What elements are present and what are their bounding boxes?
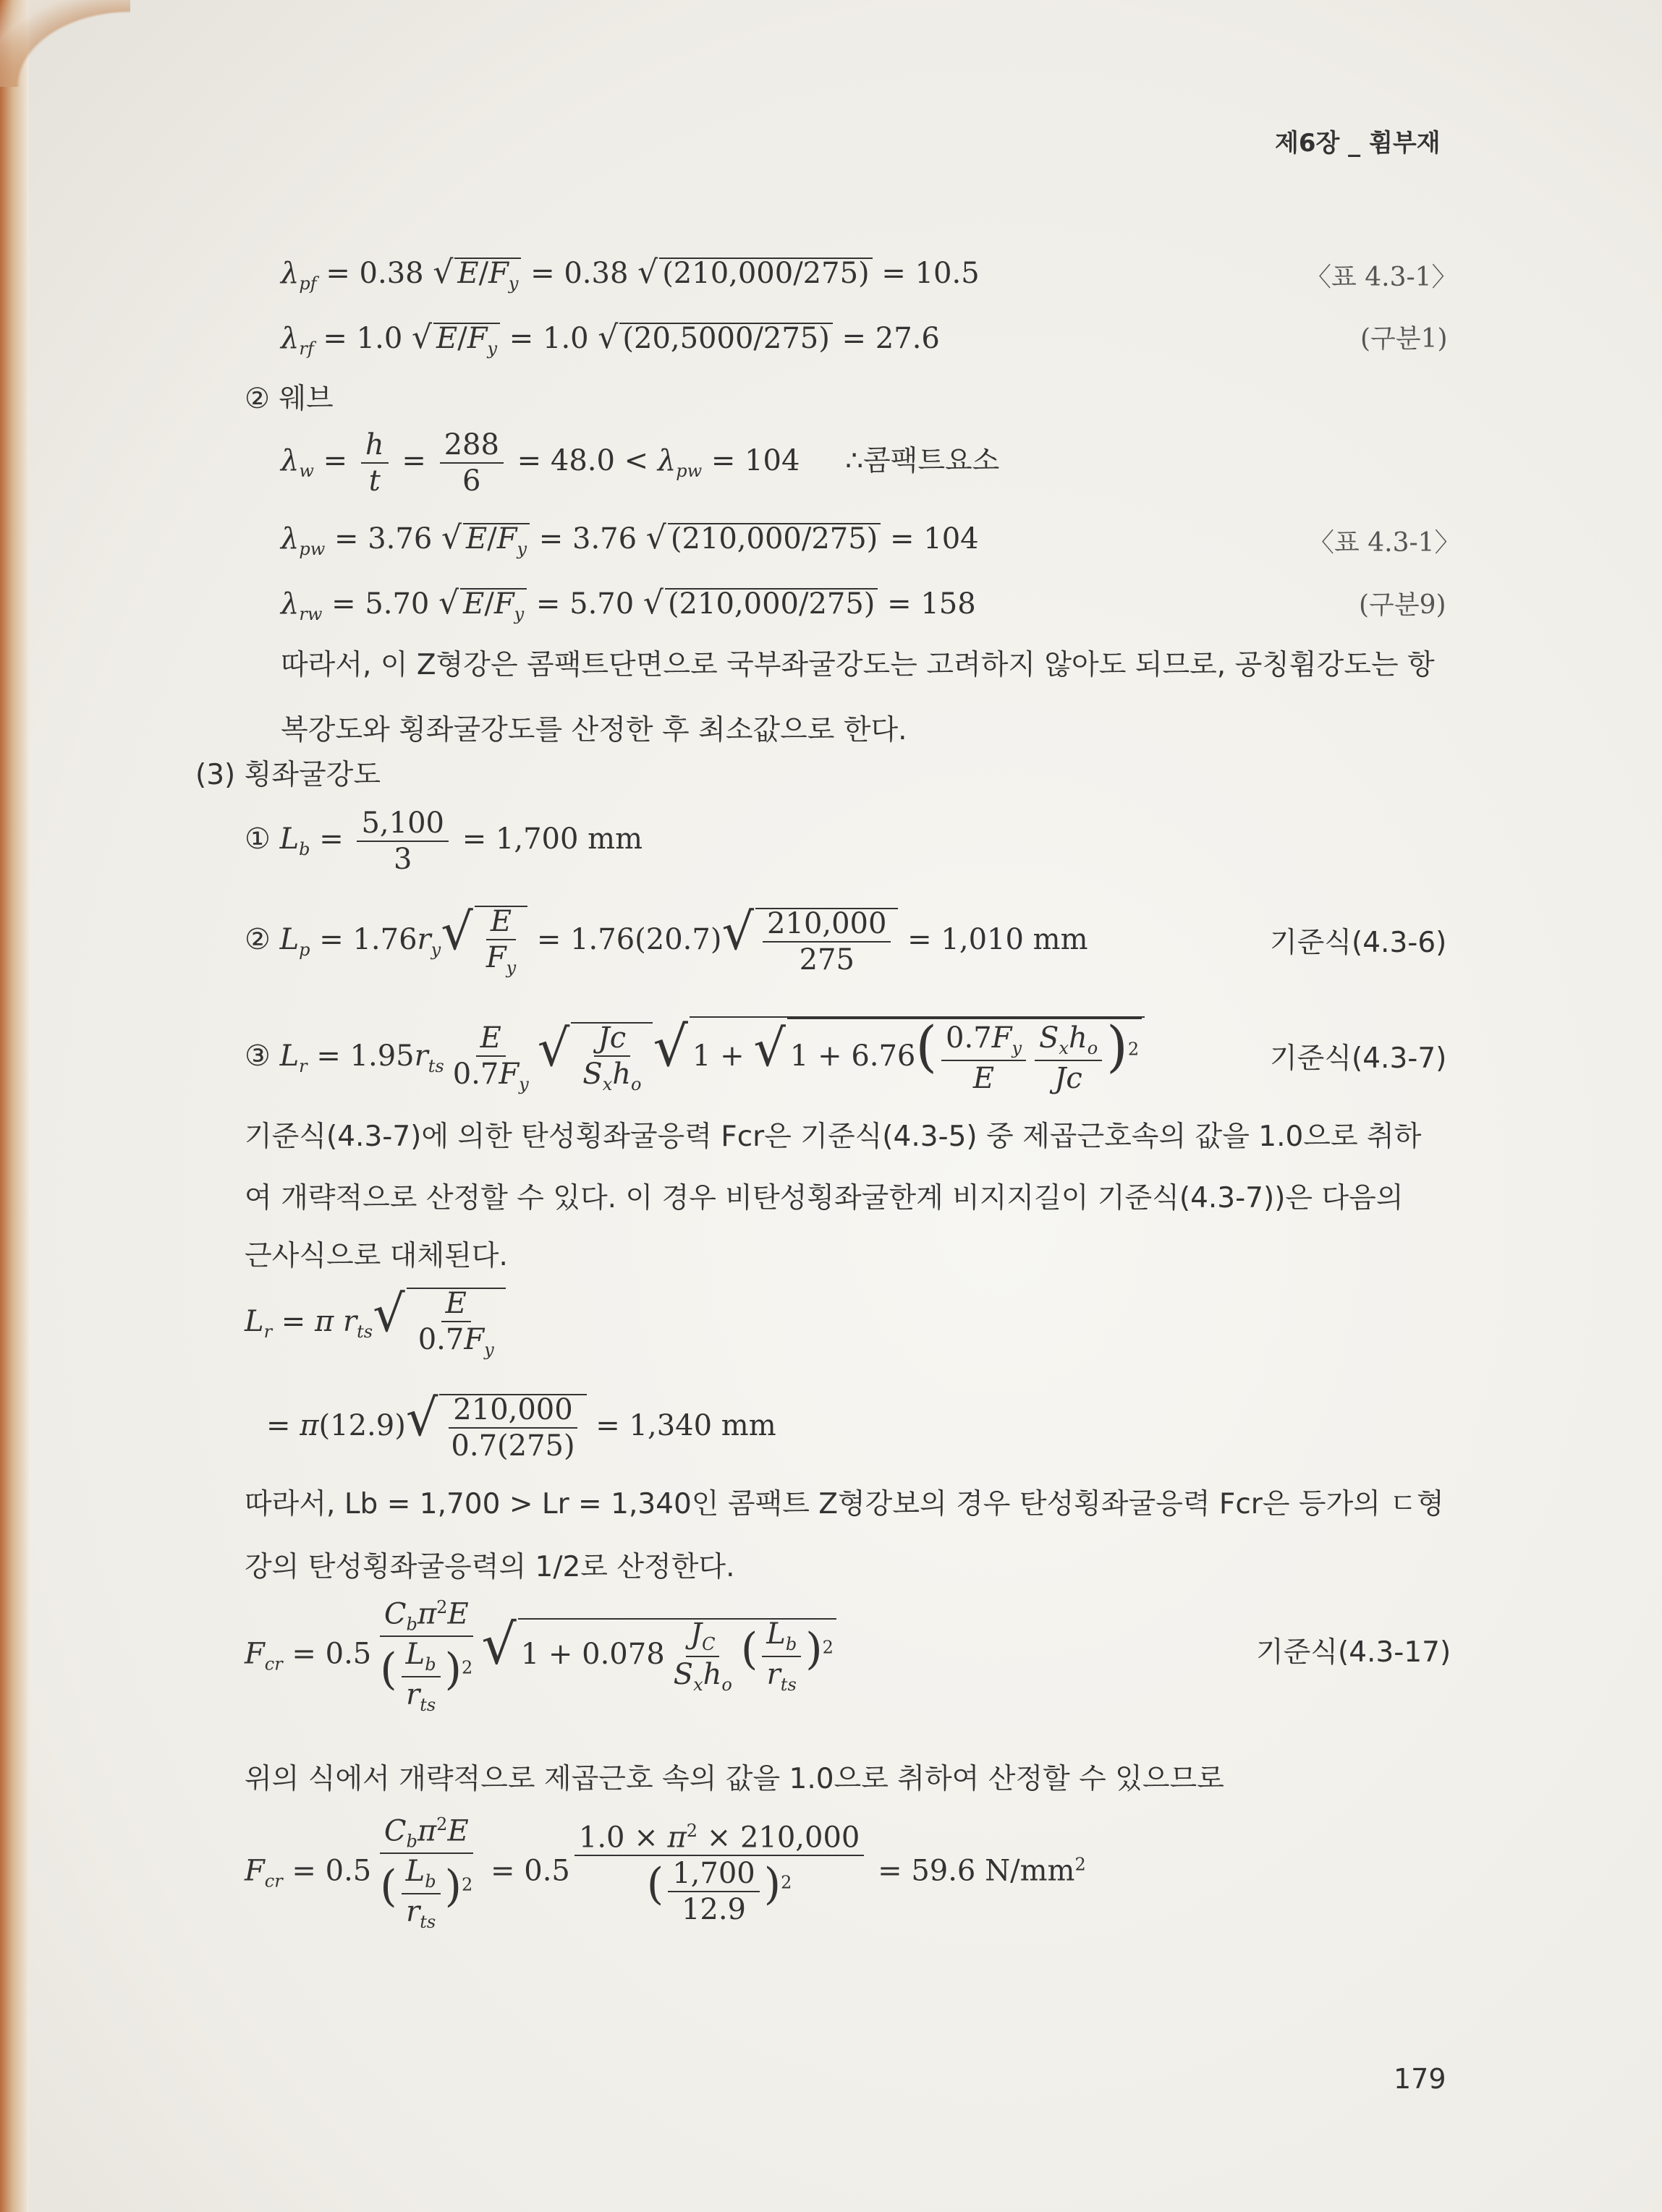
equation-lambda-rf: $\lambda_{rf} = 1.0$ √ $E/F_y = 1.0$ √ (20,5000/275) = 27.6: [281, 319, 940, 359]
equation-lambda-pf: [281, 254, 980, 294]
reference-table-4-3-1-b: 〈표 4.3-1〉: [1308, 528, 1461, 558]
subheading-web: ② 웨브: [245, 383, 334, 415]
paragraph-1-line-2: 복강도와 횡좌굴강도를 산정한 후 최소값으로 한다.: [281, 714, 907, 746]
paragraph-2-line-1: 기준식(4.3-7)에 의한 탄성횡좌굴응력 Fcr은 기준식(4.3-5) 중 제곱근호속의 값을 1.0으로 취하: [245, 1120, 1422, 1153]
paragraph-2-line-2: 여 개략적으로 산정할 수 있다. 이 경우 비탄성횡좌굴한계 비지지길이 기준식(4.3-7))은 다음의: [245, 1182, 1404, 1215]
reference-category-9: (구분9): [1359, 590, 1446, 620]
paragraph-3-line-1: 따라서, Lb = 1,700 > Lr = 1,340인 콤팩트 Z형강보의 경우 탄성횡좌굴응력 Fcr은 등가의 ㄷ형: [245, 1488, 1444, 1520]
paragraph-1-line-1: 따라서, 이 Z형강은 콤팩트단면으로 국부좌굴강도는 고려하지 않아도 되므로, 공칭휨강도는 항: [281, 649, 1435, 681]
section-heading-lateral-buckling: (3) 횡좌굴강도: [195, 759, 381, 791]
page-number: 179: [1394, 2063, 1446, 2095]
equation-lambda-w: $\lambda_w$ = $\frac{h}{t}$ = $\frac{288}{6}$ = $48.0 < \lambda_{pw} = 104$ ∴콤팩트요소: [281, 428, 1000, 498]
paragraph-4: 위의 식에서 개략적으로 제곱근호 속의 값을 1.0으로 취하여 산정할 수 있으므로: [245, 1763, 1224, 1795]
equation-lp: ② $L_p = 1.76r_y√$ $\frac{E}{F_y}$ = 1.76(20.7)√ $\frac{210,000}{275}$ = 1,010 mm: [245, 902, 1088, 978]
reference-eq-4-3-6: 기준식(4.3-6): [1270, 927, 1447, 959]
book-spine-shadow: [0, 0, 29, 2212]
reference-eq-4-3-7: 기준식(4.3-7): [1270, 1042, 1447, 1075]
paragraph-3-line-2: 강의 탄성횡좌굴응력의 1/2로 산정한다.: [245, 1551, 735, 1583]
equation-fcr-full: $F_{cr} = 0.5$ $C_b\pi^2E$ ( $\frac{L_b}{r_{ts}}$ )$^2$ √ 1 + 0.078 $\frac{J_C}{S_xh_o}$ ( $\frac{L_b}{r_{ts}}$ )$^2$: [245, 1599, 836, 1714]
equation-lr: ③ $L_r = 1.95r_{ts}$ $\frac{E}{0.7F_y}$ √ $\frac{Jc}{S_xh_o}$ √ 1 + √ 1 + 6.76( $\frac{0.7F_y}{E}$ $\frac{S_xh_o}{Jc}$ )$^2$: [245, 1016, 1145, 1093]
equation-lr-approx: $L_r = \pi$ $r_{ts}√$ $\frac{E}{0.7F_y}$: [245, 1288, 506, 1358]
reference-eq-4-3-17: 기준식(4.3-17): [1256, 1636, 1451, 1669]
reference-category-1: (구분1): [1360, 324, 1448, 354]
equation-lr-approx-value: = π(12.9)√ $\frac{210,000}{0.7(275)}$ = 1,340 mm: [266, 1388, 776, 1463]
reference-table-4-3-1: 〈표 4.3-1〉: [1305, 263, 1458, 292]
chapter-header: 제6장 _ 휨부재: [1275, 129, 1441, 158]
equation-lambda-rw: $\lambda_{rw} = 5.70$ √ $E/F_y = 5.70$ √ (210,000/275) = 158: [281, 584, 976, 624]
equation-fcr-value: $F_{cr} = 0.5$ $C_b\pi^2E$ ( $\frac{L_b}{r_{ts}}$ )$^2$ = 0.5 $1.0 \times \pi^2 \times 210,000$ ( $\frac{1,700}{12.9}$ )$^2$ = 59.6 $N/mm^2$: [245, 1814, 1086, 1933]
page-curl-shadow: [0, 0, 130, 87]
equation-lambda-pf-visual: $\lambda_{pf} = 0.38$ √ $E/F_y = 0.38$ √ (210,000/275) = 10.5: [281, 254, 980, 294]
equation-lambda-pw: $\lambda_{pw} = 3.76$ √ $E/F_y = 3.76$ √ (210,000/275) = 104: [281, 519, 979, 559]
paragraph-2-line-3: 근사식으로 대체된다.: [245, 1240, 508, 1272]
equation-lb: ① $L_b$ = $\frac{5,100}{3}$ = 1,700 mm: [245, 807, 643, 876]
